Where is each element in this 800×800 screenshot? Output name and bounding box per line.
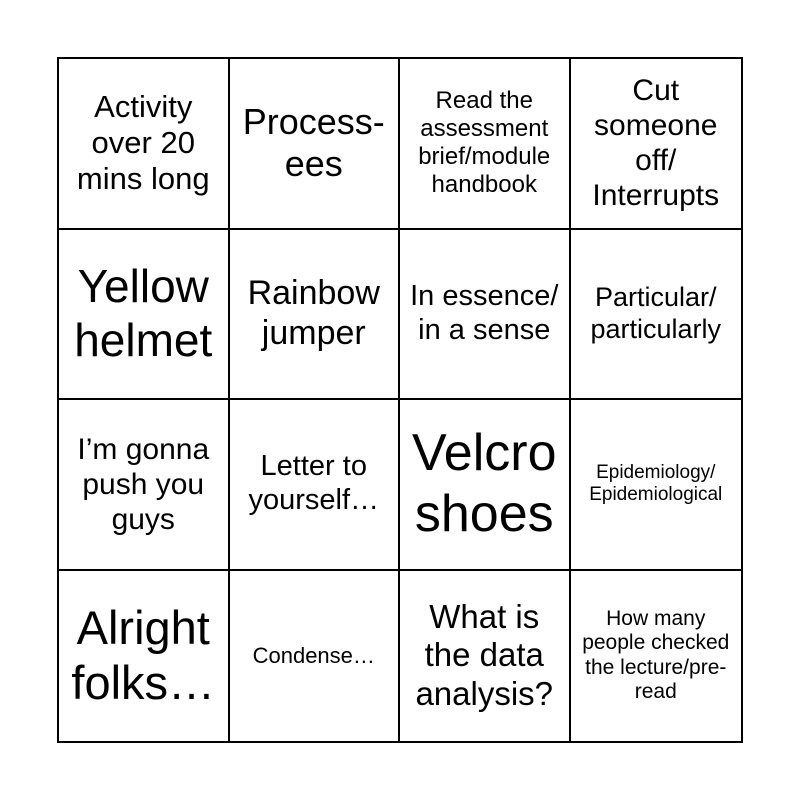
bingo-cell[interactable]: [230, 59, 401, 230]
bingo-cell-text: Activity over 20 mins long: [76, 88, 210, 197]
bingo-cell-text: Read the assessment brief/module handbook: [418, 87, 551, 199]
bingo-cell-text: Condense…: [252, 642, 375, 668]
bingo-cell-text: Particular/ particularly: [590, 282, 722, 344]
bingo-cell[interactable]: [230, 571, 401, 742]
bingo-cell[interactable]: [59, 230, 230, 401]
bingo-cell[interactable]: [59, 59, 230, 230]
bingo-cell[interactable]: [59, 571, 230, 742]
bingo-cell-text: I’m gonna push you guys: [77, 432, 210, 536]
bingo-cell-text: Letter to yourself…: [248, 450, 380, 517]
bingo-cell[interactable]: [400, 571, 571, 742]
bingo-cell-text: Process-ees: [242, 101, 385, 185]
bingo-cell[interactable]: [230, 230, 401, 401]
bingo-cell[interactable]: [400, 59, 571, 230]
bingo-cell[interactable]: [230, 400, 401, 571]
bingo-cell[interactable]: [571, 571, 742, 742]
bingo-cell-text: How many people checked the lecture/pre-read: [582, 606, 730, 704]
bingo-cell[interactable]: [400, 230, 571, 401]
bingo-cell-text: Cut someone off/ Interrupts: [592, 74, 720, 213]
bingo-cell-text: Rainbow jumper: [247, 273, 380, 352]
bingo-cell-text: In essence/ in a sense: [410, 279, 559, 346]
bingo-cell-text: What is the data analysis?: [415, 597, 554, 713]
bingo-card: [57, 57, 743, 743]
bingo-cell[interactable]: [59, 400, 230, 571]
bingo-cell-text: Alright folks…: [71, 600, 216, 709]
bingo-cell[interactable]: [571, 59, 742, 230]
bingo-cell[interactable]: [400, 400, 571, 571]
bingo-cell-text: Yellow helmet: [74, 259, 213, 366]
bingo-cell[interactable]: [571, 230, 742, 401]
bingo-cell[interactable]: [571, 400, 742, 571]
bingo-cell-text: Velcro shoes: [411, 424, 557, 544]
bingo-cell-text: Epidemiology/ Epidemiological: [589, 462, 723, 506]
